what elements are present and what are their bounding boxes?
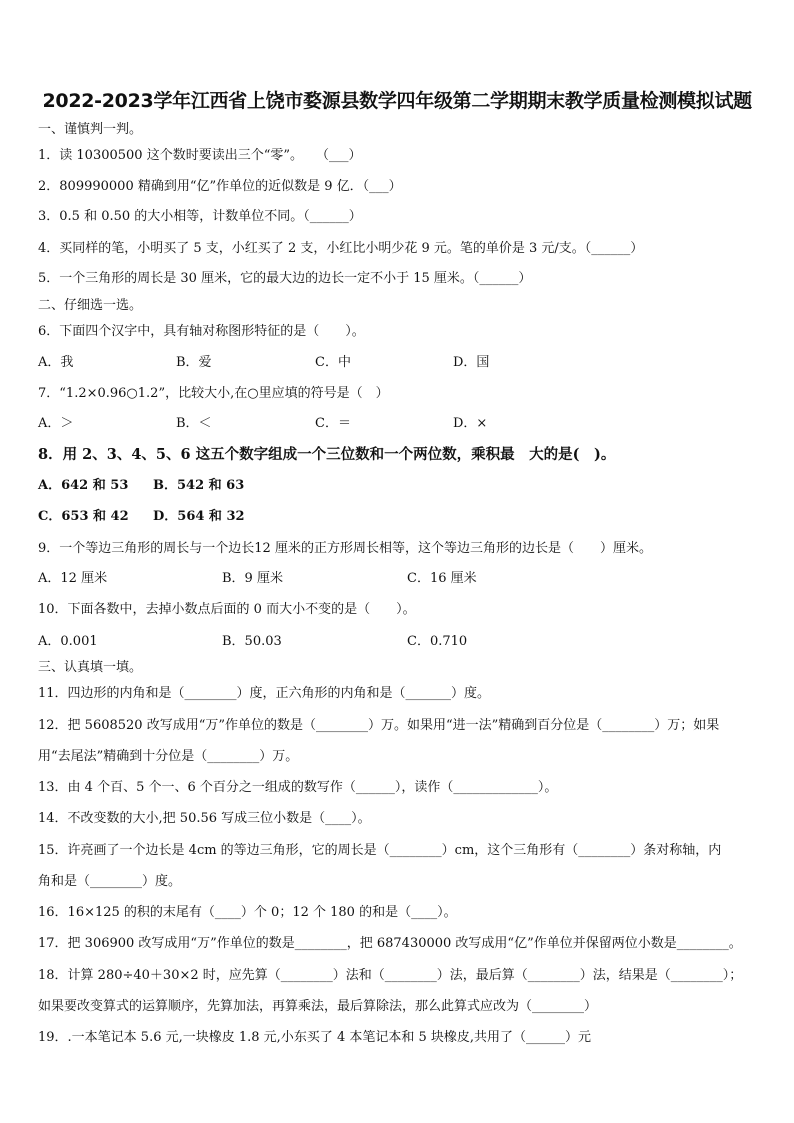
question-8: 8．用 2、3、4、5、6 这五个数字组成一个三位数和一个两位数，乘积最 大的是( )。	[38, 446, 616, 463]
section-heading-choice: 二、仔细选一选。	[38, 298, 143, 313]
question-10-option-c: C．0.710	[407, 634, 468, 649]
question-17: 17．把 306900 改写成用“万”作单位的数是________，把 687430000 改写成用“亿”作单位并保留两位小数是________。	[38, 936, 742, 951]
question-6-option-d: D．国	[453, 355, 490, 370]
question-7-option-d: D．×	[453, 416, 488, 431]
question-1: 1．读 10300500 这个数时要读出三个“零”。 （___）	[38, 148, 362, 163]
question-15-line-1: 15．许亮画了一个边长是 4cm 的等边三角形，它的周长是（________）cm，这个三角形有（________）条对称轴，内	[38, 843, 722, 858]
question-9: 9．一个等边三角形的周长与一个边长12 厘米的正方形周长相等，这个等边三角形的边长是（ ）厘米。	[38, 541, 652, 556]
question-7-option-b: B．＜	[176, 416, 212, 431]
question-8-option-a: A．642 和 53	[38, 478, 129, 493]
question-5: 5．一个三角形的周长是 30 厘米，它的最大边的边长一定不小于 15 厘米。（______）	[38, 271, 532, 286]
question-6-option-c: C．中	[315, 355, 351, 370]
question-12-line-1: 12．把 5608520 改写成用“万”作单位的数是（________）万。如果用“进一法”精确到百分位是（________）万；如果	[38, 718, 720, 733]
question-18-line-2: 如果要改变算式的运算顺序，先算加法，再算乘法，最后算除法，那么此算式应改为（________）	[38, 999, 598, 1014]
question-4: 4．买同样的笔，小明买了 5 支，小红买了 2 支，小红比小明少花 9 元。笔的单价是 3 元/支。（______）	[38, 241, 644, 256]
question-10-option-a: A．0.001	[38, 634, 98, 649]
question-9-option-c: C．16 厘米	[407, 571, 477, 586]
question-8-option-d: D．564 和 32	[153, 509, 245, 524]
question-6-option-a: A．我	[38, 355, 74, 370]
question-11: 11．四边形的内角和是（________）度，正六角形的内角和是（_______）度。	[38, 686, 491, 701]
question-8-option-b: B．542 和 63	[153, 478, 245, 493]
question-10-option-b: B．50.03	[222, 634, 282, 649]
question-9-option-b: B．9 厘米	[222, 571, 283, 586]
question-6-option-b: B．爱	[176, 355, 212, 370]
question-14: 14．不改变数的大小,把 50.56 写成三位小数是（____）。	[38, 811, 371, 826]
question-9-option-a: A．12 厘米	[38, 571, 108, 586]
section-heading-fill: 三、认真填一填。	[38, 660, 143, 675]
question-6: 6．下面四个汉字中，具有轴对称图形特征的是（ ）。	[38, 324, 365, 339]
section-heading-judgement: 一、谨慎判一判。	[38, 122, 143, 137]
question-2: 2．809990000 精确到用“亿”作单位的近似数是 9 亿．（___）	[38, 179, 402, 194]
question-10: 10．下面各数中，去掉小数点后面的 0 而大小不变的是（ ）。	[38, 602, 416, 617]
question-16: 16．16×125 的积的末尾有（____）个 0；12 个 180 的和是（____）。	[38, 905, 457, 920]
question-15-line-2: 角和是（________）度。	[38, 874, 182, 889]
question-18-line-1: 18．计算 280÷40＋30×2 时，应先算（________）法和（________）法，最后算（________）法，结果是（________）；	[38, 968, 743, 983]
question-7-option-c: C．＝	[315, 416, 351, 431]
page-title: 2022-2023学年江西省上饶市婺源县数学四年级第二学期期末教学质量检测模拟试题	[42, 90, 752, 112]
question-8-option-c: C．653 和 42	[38, 509, 129, 524]
question-13: 13．由 4 个百、5 个一、6 个百分之一组成的数写作（______），读作（_____________）。	[38, 780, 558, 795]
question-12-line-2: 用“去尾法”精确到十分位是（________）万。	[38, 749, 299, 764]
question-3: 3．0.5 和 0.50 的大小相等，计数单位不同。（______）	[38, 209, 362, 224]
question-19: 19．.一本笔记本 5.6 元,一块橡皮 1.8 元,小东买了 4 本笔记本和 5 块橡皮,共用了（______）元	[38, 1030, 592, 1045]
question-7-option-a: A．＞	[38, 416, 74, 431]
question-7: 7．“1.2×0.96○1.2”，比较大小,在○里应填的符号是（ ）	[38, 386, 389, 401]
